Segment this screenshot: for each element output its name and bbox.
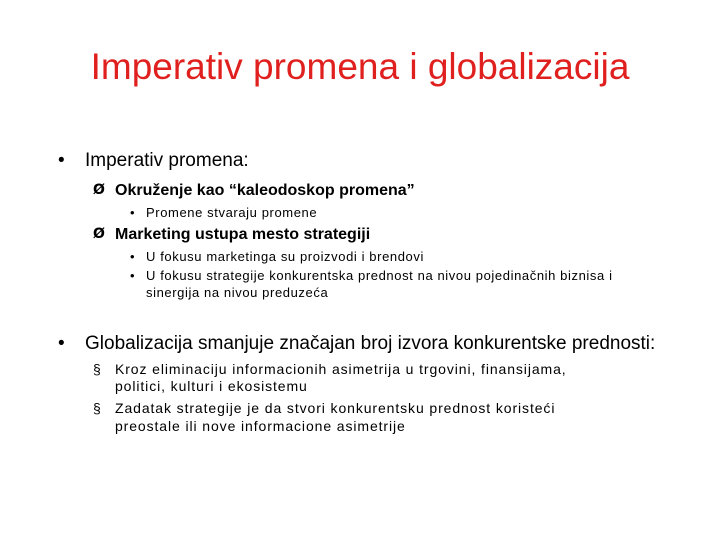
square-bullet-icon: §	[93, 400, 102, 416]
sub-sub-bullet-text: Promene stvaraju promene	[146, 205, 318, 220]
sub-sub-bullet-text: U fokusu marketinga su proizvodi i brendovi	[146, 249, 424, 264]
sub-bullet-text: Okruženje kao “kaleodoskop promena”	[115, 182, 415, 199]
sub-bullet-continuation: preostale ili nove informacione asimetrije	[115, 418, 406, 434]
sub-sub-bullet-continuation: sinergija na nivou preduzeća	[146, 285, 329, 300]
sub-sub-bullet-marker: •	[130, 249, 136, 264]
sub-sub-bullet-marker: •	[130, 205, 136, 220]
bullet-text: Imperativ promena:	[85, 150, 249, 171]
arrow-bullet-icon: Ø	[93, 182, 105, 198]
arrow-bullet-icon: Ø	[93, 226, 105, 242]
sub-sub-bullet-text: U fokusu strategije konkurentska prednost na nivou pojedinačnih biznisa i	[146, 268, 613, 283]
sub-bullet-text: Marketing ustupa mesto strategiji	[115, 226, 371, 243]
bullet-marker: •	[58, 150, 65, 171]
sub-bullet-text: Zadatak strategije je da stvori konkurentsku prednost koristeći	[115, 400, 556, 416]
slide-title: Imperativ promena i globalizacija	[90, 46, 630, 87]
sub-sub-bullet-marker: •	[130, 268, 136, 283]
square-bullet-icon: §	[93, 361, 102, 377]
sub-bullet-text: Kroz eliminaciju informacionih asimetrija u trgovini, finansijama,	[115, 361, 567, 377]
bullet-text: Globalizacija smanjuje značajan broj izvora konkurentske prednosti:	[85, 333, 656, 354]
sub-bullet-continuation: politici, kulturi i ekosistemu	[115, 378, 308, 394]
bullet-marker: •	[58, 333, 65, 354]
